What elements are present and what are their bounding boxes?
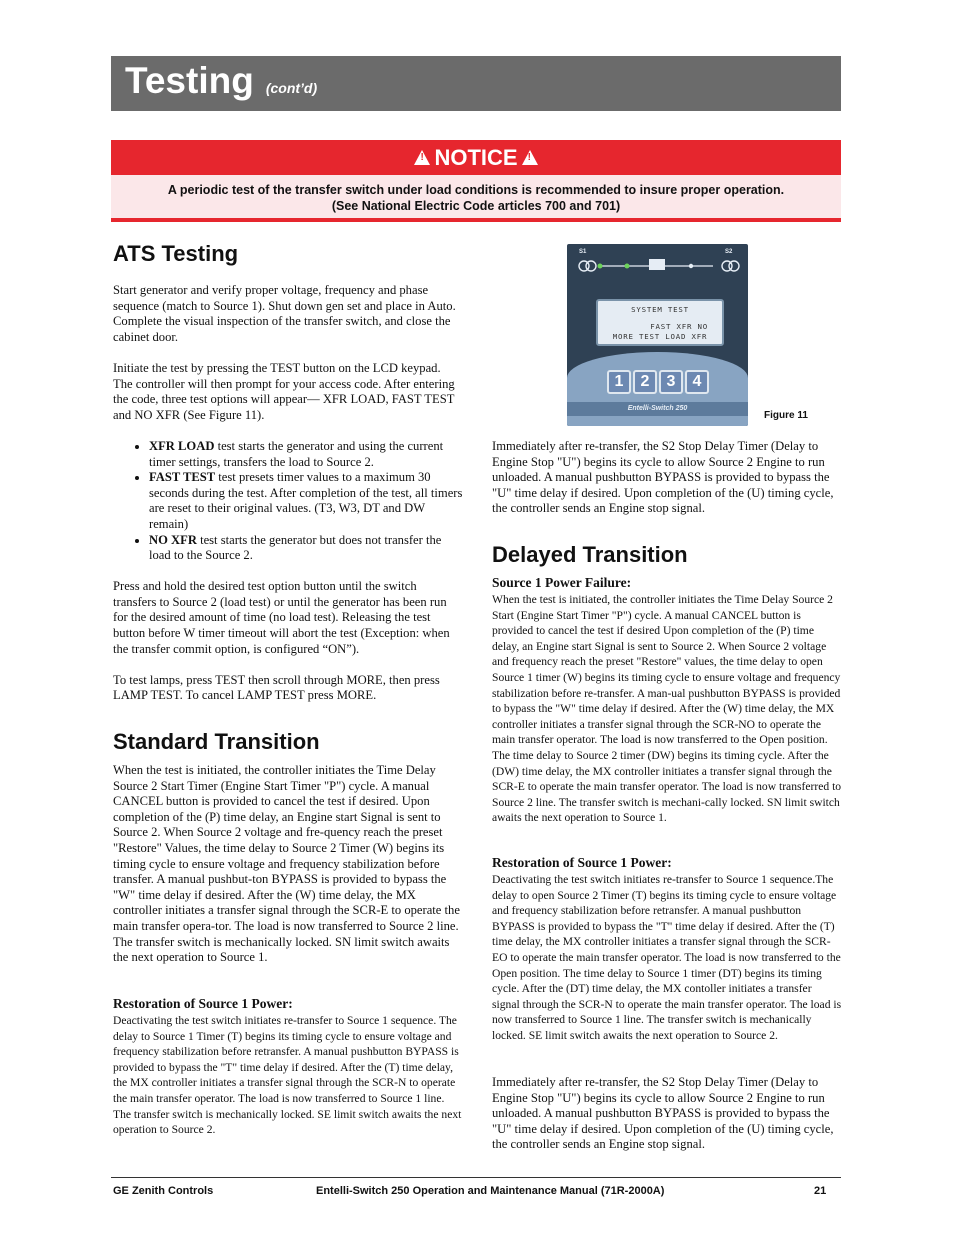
page-title-text: Testing	[125, 60, 254, 101]
page-header-bar	[111, 56, 841, 111]
keypad-button-1[interactable]: 1	[607, 370, 631, 394]
list-item	[149, 470, 463, 532]
keypad-button-4[interactable]: 4	[685, 370, 709, 394]
notice-label: NOTICE	[434, 144, 518, 170]
lcd-line-2: FAST XFR NO	[650, 322, 708, 331]
standard-transition-body	[113, 763, 463, 981]
lcd-line-1: SYSTEM TEST	[631, 305, 689, 314]
right-final-paragraph: Immediately after re-transfer, the S2 Stop Delay Timer (Delay to Engine Stop "U") begins its cycle to allow Source 2 Engine to run unloaded. A manual pushbutton BYPASS is provided to bypass the "U" time delay if desired. Upon completion of the (U) timing cycle, the controller sends an Engine stop signal.	[492, 1075, 834, 1152]
ats-paragraph-2: Initiate the test by pressing the TEST button on the LCD keypad. The controller will then prompt for your access code. After entering the code, three test options will appear— XFR LOAD, FAST TEST and NO XFR (See Figure 11).	[113, 360, 455, 422]
page-title	[125, 60, 317, 102]
source1-failure-heading: Source 1 Power Failure:	[492, 575, 632, 590]
list-item	[149, 533, 463, 564]
footer-company: GE Zenith Controls	[113, 1185, 214, 1197]
notice-body	[111, 175, 841, 222]
delayed-restoration-heading: Restoration of Source 1 Power:	[492, 855, 672, 870]
delayed-transition-heading: Delayed Transition	[492, 542, 688, 567]
list-item	[149, 439, 463, 470]
source2-label: S2	[725, 249, 733, 255]
standard-restoration-body: Deactivating the test switch initiates re-transfer to Source 1 sequence. The delay to Source 1 Timer (T) begins its timing cycle to ensure voltage and frequency stabilization before retransfer. A manual pushbutton BYPASS is provided to bypass the "T" time delay if desired. After the (T) time delay, the MX controller initiates a transfer signal through the SCR-N to operate the main transfer operator. The load is now transferred to Source 1 line. The transfer switch is mechanically locked. SE limit switch awaits the next operation to Source 2.	[113, 1014, 462, 1137]
keypad-button-3[interactable]: 3	[659, 370, 683, 394]
option-term: NO XFR	[149, 532, 197, 547]
right-intro-paragraph: Immediately after re-transfer, the S2 Stop Delay Timer (Delay to Engine Stop "U") begins its cycle to allow Source 2 Engine to run unloaded. A manual pushbutton BYPASS is provided to bypass the "U" time delay if desired. Upon completion of the (U) timing cycle, the controller sends an Engine stop signal.	[492, 439, 834, 516]
test-options-list	[113, 439, 463, 564]
ats-testing-heading: ATS Testing	[113, 241, 239, 266]
footer-divider	[111, 1177, 841, 1178]
figure-caption: Figure 11	[764, 410, 808, 421]
standard-paragraph: When the test is initiated, the controller initiates the Time Delay Source 2 Start Timer (Engine Start Timer "P") cycle. A manual CANCEL button is provided to cancel the test if desired. Upon completion of the (P) time delay, an Engine start Signal is sent to Source 2. When Source 2 voltage and fre-quency reach the preset "Restore" Values, the time delay to Source 2 Timer (W) begins its timing cycle to ensure voltage and frequency stabilization before transfer. A manual pushbut-ton BYPASS is provided to bypass the "W" time delay if desired. After the (W) time delay, the MX controller initiates a transfer signal through the SCR-E to operate the main transfer opera-tor. The load is now transferred to Source 2 line. The transfer switch is mechanically locked. SN limit switch awaits the next operation to Source 1.	[113, 763, 460, 965]
page-number: 21	[814, 1185, 827, 1197]
option-term: XFR LOAD	[149, 438, 215, 453]
controller-panel-figure	[567, 244, 748, 426]
standard-transition-heading: Standard Transition	[113, 729, 320, 754]
keypad-button-2[interactable]: 2	[633, 370, 657, 394]
source1-failure-body: When the test is initiated, the controller initiates the Time Delay Source 2 Start (Engine Start Timer "P") cycle. A manual CANCEL button is provided to cancel the test if desired Upon completion of the (P) time delay, an Engine start Signal is sent to Source 2. When Source 2 voltage and frequency reach the preset "Restore" values, the time delay to open Source 1 timer (W) begins its timing cycle to ensure voltage and frequency stabilization before re-transfer. A man-ual pushbutton BYPASS is provided to bypass the "W" time delay if desired. After the (W) time delay, the MX controller initiates a transfer signal through the SCR-NO to operate the main transfer operator. The load is now transferred to the Open position. The time delay to Source 2 timer (DW) begins its timing cycle. After the (DW) time delay, the MX controller initiates a transfer signal through the SCR-E to operate the main transfer operator. The load is now transferred to Source 2 line. The transfer switch is mechani-cally locked. SN limit switch awaits the next operation to Source 1.	[492, 593, 842, 825]
ats-paragraph-4: To test lamps, press TEST then scroll through MORE, then press LAMP TEST. To cancel LAMP TEST press MORE.	[113, 672, 440, 703]
option-term: FAST TEST	[149, 470, 216, 485]
lcd-display	[596, 299, 724, 346]
notice-banner	[111, 140, 841, 175]
option-text: test starts the generator and using the current timer settings, transfers the load to Source 2.	[149, 438, 444, 469]
delayed-restoration-body: Deactivating the test switch initiates re-transfer to Source 1 sequence.The delay to open Source 2 Timer (T) begins its timing cycle to ensure voltage and frequency stabilization before retransfer. A manual pushbutton BYPASS is provided to bypass the "T" time delay if desired. After the (T) time delay, the MX controller initiates a transfer signal through the SCR-EO to operate the main transfer operator. The load is now transferred to the Open position. The time delay to Source 1 timer (DT) begins its timing cycle. After the (DT) time delay, the MX contoller initiates a transfer signal through the SCR-N to operate the main transfer operator. The load is now transferred to Source 1 line. The transfer switch is mechanically locked. SE limit switch awaits the next operation to Source 2.	[492, 873, 842, 1042]
warning-icon	[522, 150, 538, 165]
status-indicator-strip	[567, 244, 748, 284]
option-text: test starts the generator but does not transfer the load to the Source 2.	[149, 532, 442, 563]
footer-manual-title: Entelli-Switch 250 Operation and Maintenance Manual (71R-2000A)	[316, 1185, 665, 1197]
lcd-line-3: MORE TEST LOAD XFR	[612, 332, 708, 341]
source1-label: S1	[579, 249, 587, 255]
standard-restoration-heading: Restoration of Source 1 Power:	[113, 996, 293, 1011]
ats-testing-body	[113, 283, 463, 720]
product-logo: Entelli-Switch 250	[567, 402, 748, 416]
ats-paragraph-1: Start generator and verify proper voltage, frequency and phase sequence (match to Source 1). Shut down gen set and place in Auto. Complete the visual inspection of the transfer switch, and close the cabinet door.	[113, 283, 456, 344]
page-title-subtitle: (cont’d)	[265, 80, 318, 96]
notice-line-1: A periodic test of the transfer switch under load conditions is recommended to insure proper operation.	[167, 183, 785, 197]
notice-line-2: (See National Electric Code articles 700 and 701)	[331, 199, 621, 213]
warning-icon	[414, 150, 430, 165]
option-text: test presets timer values to a maximum 30 seconds during the test. After completion of the test, all timers are reset to their original values. (T3, W3, DT and DW remain)	[149, 470, 463, 531]
ats-paragraph-3: Press and hold the desired test option button until the switch transfers to Source 2 (load test) or until the generator has been run for the desired amount of time (no load test). Releasing the test button before W timer timeout will abort the test (Exception: when the transfer commit option, is configured “ON”).	[113, 579, 450, 656]
